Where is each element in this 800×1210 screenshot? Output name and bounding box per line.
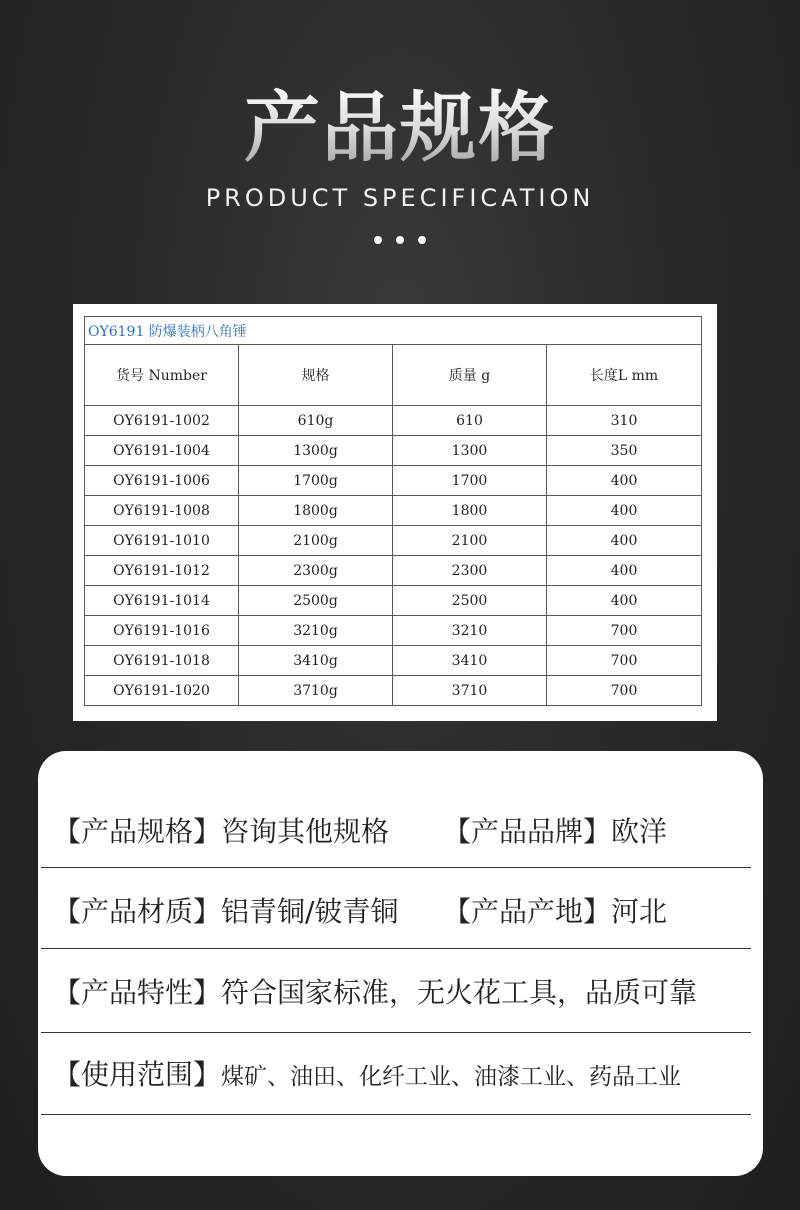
cell-length: 310: [547, 406, 702, 436]
label-material: 【产品材质】: [53, 895, 222, 928]
table-row: [85, 646, 702, 676]
table-row: [85, 556, 702, 586]
cell-number: OY6191-1016: [85, 616, 239, 646]
table-row: [85, 436, 702, 466]
cell-weight: 1800: [393, 496, 547, 526]
header-number: 货号 Number: [85, 345, 239, 406]
table-row: [85, 616, 702, 646]
table-row: [85, 466, 702, 496]
cell-length: 700: [547, 616, 702, 646]
header-weight: 质量 g: [393, 345, 547, 406]
cell-length: 400: [547, 556, 702, 586]
cell-weight: 1700: [393, 466, 547, 496]
label-features: 【产品特性】: [53, 976, 222, 1009]
cell-number: OY6191-1012: [85, 556, 239, 586]
cell-number: OY6191-1014: [85, 586, 239, 616]
table-caption: OY6191 防爆装柄八角锤: [85, 317, 702, 345]
value-origin: 河北: [611, 895, 668, 928]
cell-weight: 2100: [393, 526, 547, 556]
cell-length: 350: [547, 436, 702, 466]
info-row-material-origin: [41, 867, 751, 949]
table-row: [85, 586, 702, 616]
info-row-usage: [41, 1033, 751, 1115]
cell-spec: 2500g: [239, 586, 393, 616]
cell-length: 400: [547, 526, 702, 556]
info-row-spec-brand: [41, 751, 751, 868]
cell-number: OY6191-1010: [85, 526, 239, 556]
info-row-text: [443, 810, 667, 850]
value-usage: 煤矿、油田、化纤工业、油漆工业、药品工业: [221, 1064, 682, 1090]
dot-icon: [396, 236, 404, 244]
dot-icon: [418, 236, 426, 244]
cell-number: OY6191-1006: [85, 466, 239, 496]
cell-length: 400: [547, 496, 702, 526]
dot-icon: [374, 236, 382, 244]
cell-number: OY6191-1018: [85, 646, 239, 676]
info-row-text: [53, 890, 398, 930]
cell-weight: 3210: [393, 616, 547, 646]
cell-weight: 2300: [393, 556, 547, 586]
label-spec: 【产品规格】: [53, 815, 222, 848]
value-features: 符合国家标准，无火花工具，品质可靠: [221, 976, 698, 1009]
table-row: [85, 406, 702, 436]
info-row-text: [53, 971, 697, 1011]
table-row: [85, 676, 702, 706]
cell-number: OY6191-1004: [85, 436, 239, 466]
label-brand: 【产品品牌】: [443, 815, 612, 848]
header-spec: 规格: [239, 345, 393, 406]
cell-spec: 2100g: [239, 526, 393, 556]
spec-table-panel: [73, 304, 717, 721]
table-row: [85, 526, 702, 556]
info-row-features: [41, 949, 751, 1033]
spec-table: [84, 316, 702, 706]
cell-length: 400: [547, 586, 702, 616]
info-row-text: [53, 1053, 681, 1093]
cell-weight: 3710: [393, 676, 547, 706]
cell-spec: 2300g: [239, 556, 393, 586]
cell-number: OY6191-1002: [85, 406, 239, 436]
cell-spec: 3710g: [239, 676, 393, 706]
decorative-dots: [0, 236, 800, 248]
cell-length: 700: [547, 676, 702, 706]
cell-length: 400: [547, 466, 702, 496]
table-header-row: [85, 345, 702, 406]
table-caption-row: [85, 317, 702, 345]
label-usage: 【使用范围】: [53, 1058, 222, 1091]
value-spec: 咨询其他规格: [221, 815, 390, 848]
cell-spec: 1300g: [239, 436, 393, 466]
header-length: 长度L mm: [547, 345, 702, 406]
page-title: 产品规格: [0, 80, 800, 176]
cell-spec: 1700g: [239, 466, 393, 496]
table-row: [85, 496, 702, 526]
page-subtitle: PRODUCT SPECIFICATION: [205, 184, 595, 212]
info-row-text: [443, 890, 667, 930]
cell-length: 700: [547, 646, 702, 676]
cell-number: OY6191-1020: [85, 676, 239, 706]
cell-weight: 2500: [393, 586, 547, 616]
value-brand: 欧洋: [611, 815, 668, 848]
product-info-panel: [38, 751, 763, 1176]
cell-spec: 3210g: [239, 616, 393, 646]
value-material: 铝青铜/铍青铜: [221, 895, 399, 928]
label-origin: 【产品产地】: [443, 895, 612, 928]
cell-weight: 3410: [393, 646, 547, 676]
cell-spec: 1800g: [239, 496, 393, 526]
cell-weight: 610: [393, 406, 547, 436]
cell-spec: 610g: [239, 406, 393, 436]
cell-weight: 1300: [393, 436, 547, 466]
cell-spec: 3410g: [239, 646, 393, 676]
cell-number: OY6191-1008: [85, 496, 239, 526]
info-row-text: [53, 810, 389, 850]
